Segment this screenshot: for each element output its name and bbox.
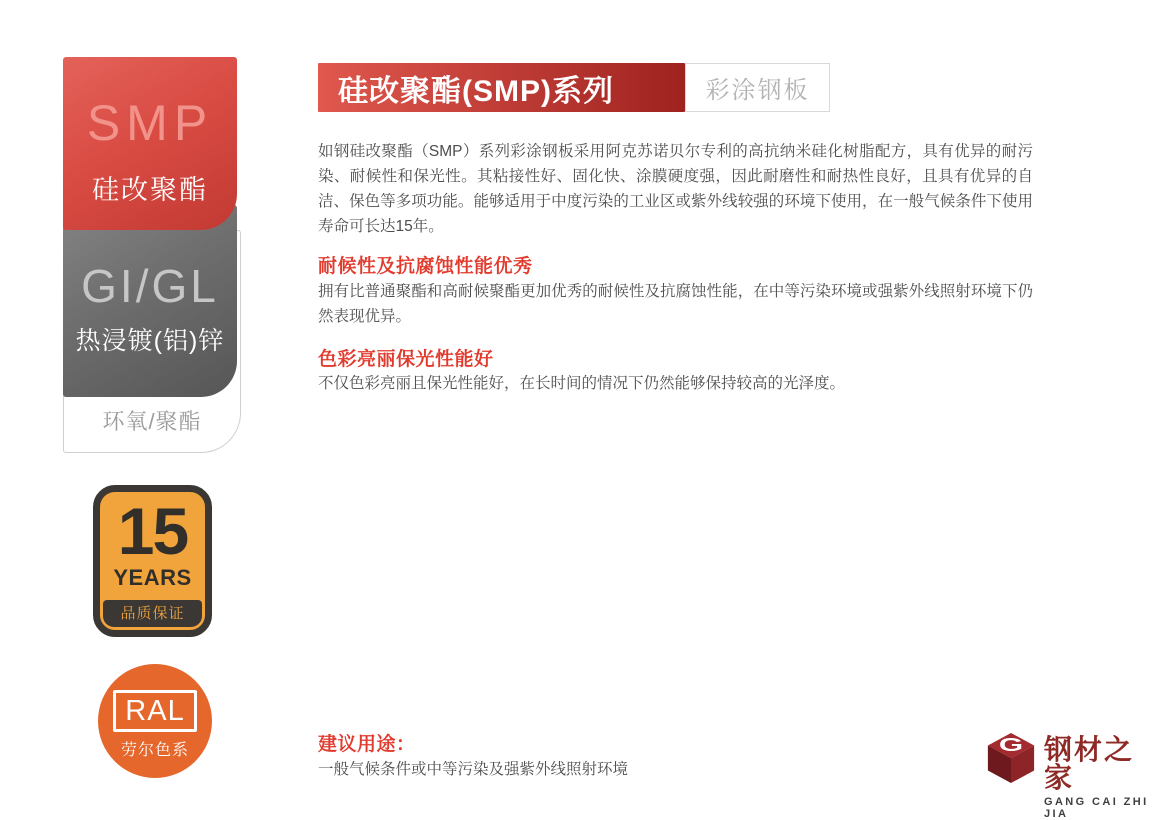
brand-name-cn: 钢材之家: [1044, 734, 1135, 793]
cube-logo-icon: [985, 731, 1037, 785]
page-title: 硅改聚酯(SMP)系列: [338, 74, 614, 108]
ral-abbr: RAL: [113, 690, 196, 732]
usage-body: 一般气候条件或中等污染及强紫外线照射环境: [318, 761, 629, 778]
brand-logo: [985, 731, 1162, 820]
badge-years-unit: YEARS: [113, 565, 192, 590]
section-body-color-gloss: 不仅色彩亮丽且保光性能好，在长时间的情况下仍然能够保持较高的光泽度。: [318, 375, 846, 392]
quality-guarantee-badge: [93, 485, 212, 637]
tab-label: 环氧/聚酯: [102, 409, 202, 434]
sidebar-tab-gi-gl[interactable]: [63, 205, 237, 397]
badge-caption: 品质保证: [103, 600, 202, 627]
page-title-banner: [318, 63, 685, 112]
section-body-weather-resistance: 拥有比普通聚酯和高耐候聚酯更加优秀的耐候性及抗腐蚀性能，在中等污染环境或强紫外线照射环境下仍然表现优异。: [318, 283, 1033, 325]
svg-text:G: G: [998, 735, 1024, 756]
intro-paragraph: 如钢硅改聚酯（SMP）系列彩涂钢板采用阿克苏诺贝尔专利的高抗纳米硅化树脂配方，具有优异的耐污染、耐候性和保光性。其粘接性好、固化快、涂膜硬度强，因此耐磨性和耐热性良好，且具有优异的自洁、保色等多项功能。能够适用于中度污染的工业区或紫外线较强的环境下使用，在一般气候条件下使用寿命可长达15年。: [318, 143, 1033, 235]
ral-color-badge: [98, 664, 212, 778]
sidebar-tab-smp-active[interactable]: [63, 57, 237, 230]
category-tag: [685, 63, 830, 112]
category-tag-label: 彩涂钢板: [705, 77, 810, 104]
tab-abbr: GI/GL: [81, 260, 219, 312]
usage-heading: 建议用途：: [318, 734, 416, 755]
section-heading-color-gloss: 色彩亮丽保光性能好: [318, 349, 494, 370]
section-heading-weather-resistance: 耐候性及抗腐蚀性能优秀: [318, 256, 533, 277]
ral-caption: 劳尔色系: [120, 742, 189, 759]
tab-label: 热浸镀(铝)锌: [75, 327, 225, 355]
brand-name-en: GANG CAI ZHI JIA: [1044, 796, 1149, 820]
brand-name-block: [1044, 731, 1162, 820]
tab-label: 硅改聚酯: [92, 174, 208, 205]
badge-years-number: 15: [117, 494, 188, 568]
tab-abbr: SMP: [86, 95, 214, 151]
